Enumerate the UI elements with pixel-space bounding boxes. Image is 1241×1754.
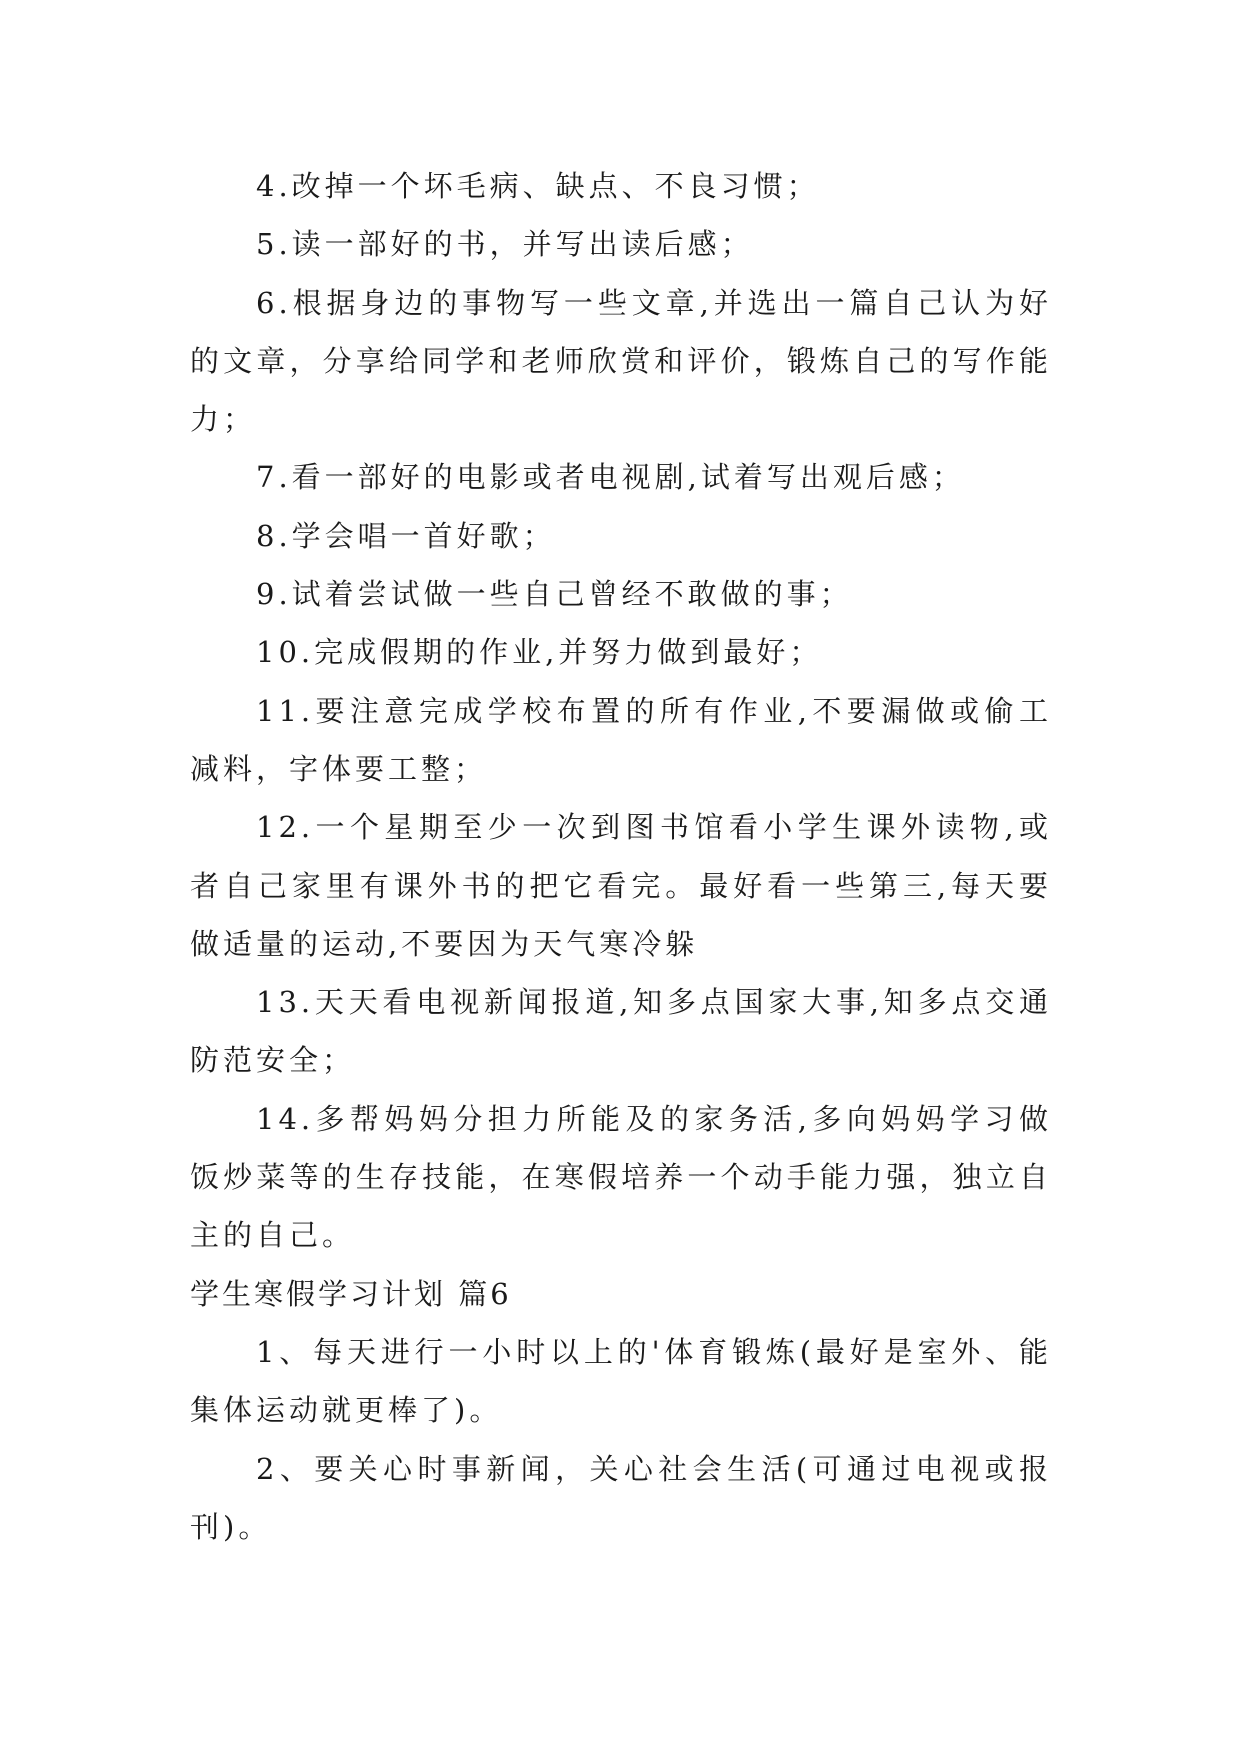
list-item: 10.完成假期的作业,并努力做到最好； <box>256 635 823 670</box>
list-item: 11.要注意完成学校布置的所有作业,不要漏做或偷工减料，字体要工整； <box>190 693 1052 786</box>
list-item: 12.一个星期至少一次到图书馆看小学生课外读物,或者自己家里有课外书的把它看完。最好看一些第三,每天要做适量的运动,不要因为天气寒冷躲 <box>190 810 1052 961</box>
list-item: 9.试着尝试做一些自己曾经不敢做的事； <box>256 577 853 612</box>
list-item: 6.根据身边的事物写一些文章,并选出一篇自己认为好的文章，分享给同学和老师欣赏和评价，锻炼自己的写作能力； <box>190 285 1052 437</box>
list-item: 1、每天进行一小时以上的'体育锻炼(最好是室外、能集体运动就更棒了)。 <box>190 1334 1052 1428</box>
list-item: 14.多帮妈妈分担力所能及的家务活,多向妈妈学习做饭炒菜等的生存技能，在寒假培养一个动手能力强，独立自主的自己。 <box>190 1101 1052 1253</box>
list-item: 5.读一部好的书，并写出读后感； <box>256 227 754 262</box>
list-item: 8.学会唱一首好歌； <box>256 518 556 553</box>
list-item: 2、要关心时事新闻，关心社会生活(可通过电视或报刊)。 <box>190 1451 1052 1544</box>
section-heading: 学生寒假学习计划 篇6 <box>190 1276 512 1311</box>
document-body <box>190 157 1052 1556</box>
list-item: 7.看一部好的电影或者电视剧,试着写出观后感； <box>256 460 965 495</box>
list-item: 4.改掉一个坏毛病、缺点、不良习惯； <box>256 169 820 203</box>
list-item: 13.天天看电视新闻报道,知多点国家大事,知多点交通防范安全； <box>190 985 1052 1078</box>
